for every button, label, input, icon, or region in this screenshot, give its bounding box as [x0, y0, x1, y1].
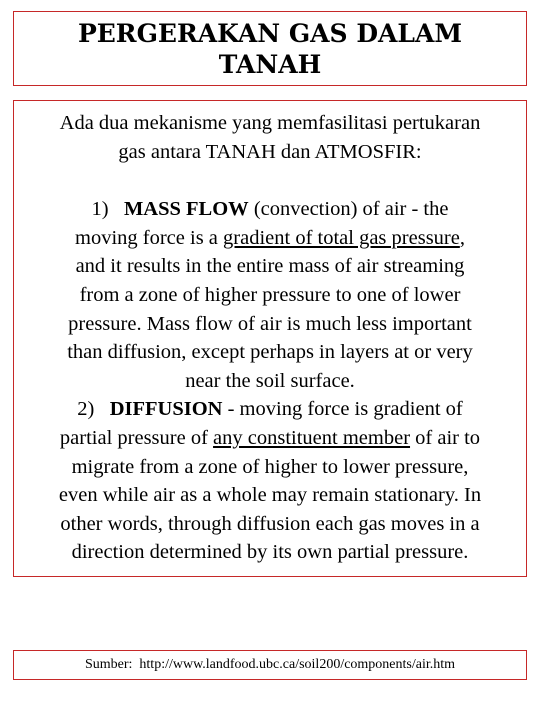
item1-line-2: [14, 224, 526, 253]
content-box: [13, 100, 527, 577]
item1-underlined-phrase: gradient of total gas pressure: [223, 226, 460, 249]
item1-line-4: from a zone of higher pressure to one of lower: [79, 283, 461, 306]
item1-term: MASS FLOW: [123, 198, 249, 221]
intro-line-1: Ada dua mekanisme yang memfasilitasi pertukaran: [59, 112, 481, 134]
item2-line-2: [14, 424, 526, 453]
title-box: [13, 11, 527, 86]
item1-line-5: pressure. Mass flow of air is much less important: [68, 312, 472, 335]
source-citation: [14, 651, 526, 679]
item1-line1-rest: (convection) of air - the: [248, 198, 449, 221]
item2-underlined-phrase: any constituent member: [213, 426, 411, 449]
item2-line1-rest: - moving force is gradient of: [222, 398, 463, 421]
title-line-2: TANAH: [218, 50, 322, 79]
intro-line-2: gas antara TANAH dan ATMOSFIR:: [118, 140, 422, 163]
item2-number: 2): [77, 398, 95, 421]
list-item-diffusion: [14, 395, 526, 567]
item1-line-7: near the soil surface.: [185, 369, 355, 392]
title-line-1: PERGERAKAN GAS DALAM: [77, 19, 463, 48]
item2-line-6: direction determined by its own partial pressure.: [71, 541, 469, 564]
item2-line-3: migrate from a zone of higher to lower pressure,: [71, 455, 469, 478]
item2-line-1: [14, 395, 526, 424]
item1-line-1: [14, 195, 526, 224]
source-label: Sumber:: [84, 657, 133, 672]
item2-line-5: other words, through diffusion each gas moves in a: [60, 512, 480, 535]
item2-line2-pre: partial pressure of: [59, 426, 214, 449]
page-title: [14, 18, 526, 80]
source-box: [13, 650, 527, 680]
list-item-mass-flow: [14, 195, 526, 395]
item1-line-3: and it results in the entire mass of air streaming: [75, 255, 465, 278]
item1-line2-pre: moving force is a: [75, 226, 224, 249]
item1-number: 1): [91, 198, 109, 221]
item2-line-4: even while air as a whole may remain stationary. In: [58, 484, 482, 507]
intro-paragraph: [14, 101, 526, 166]
item2-line2-post: of air to: [410, 426, 481, 449]
item1-line2-post: ,: [459, 226, 465, 249]
item1-line-6: than diffusion, except perhaps in layers at or very: [67, 341, 473, 364]
item2-term: DIFFUSION: [109, 398, 223, 421]
source-url[interactable]: http://www.landfood.ubc.ca/soil200/components/air.htm: [139, 657, 456, 672]
